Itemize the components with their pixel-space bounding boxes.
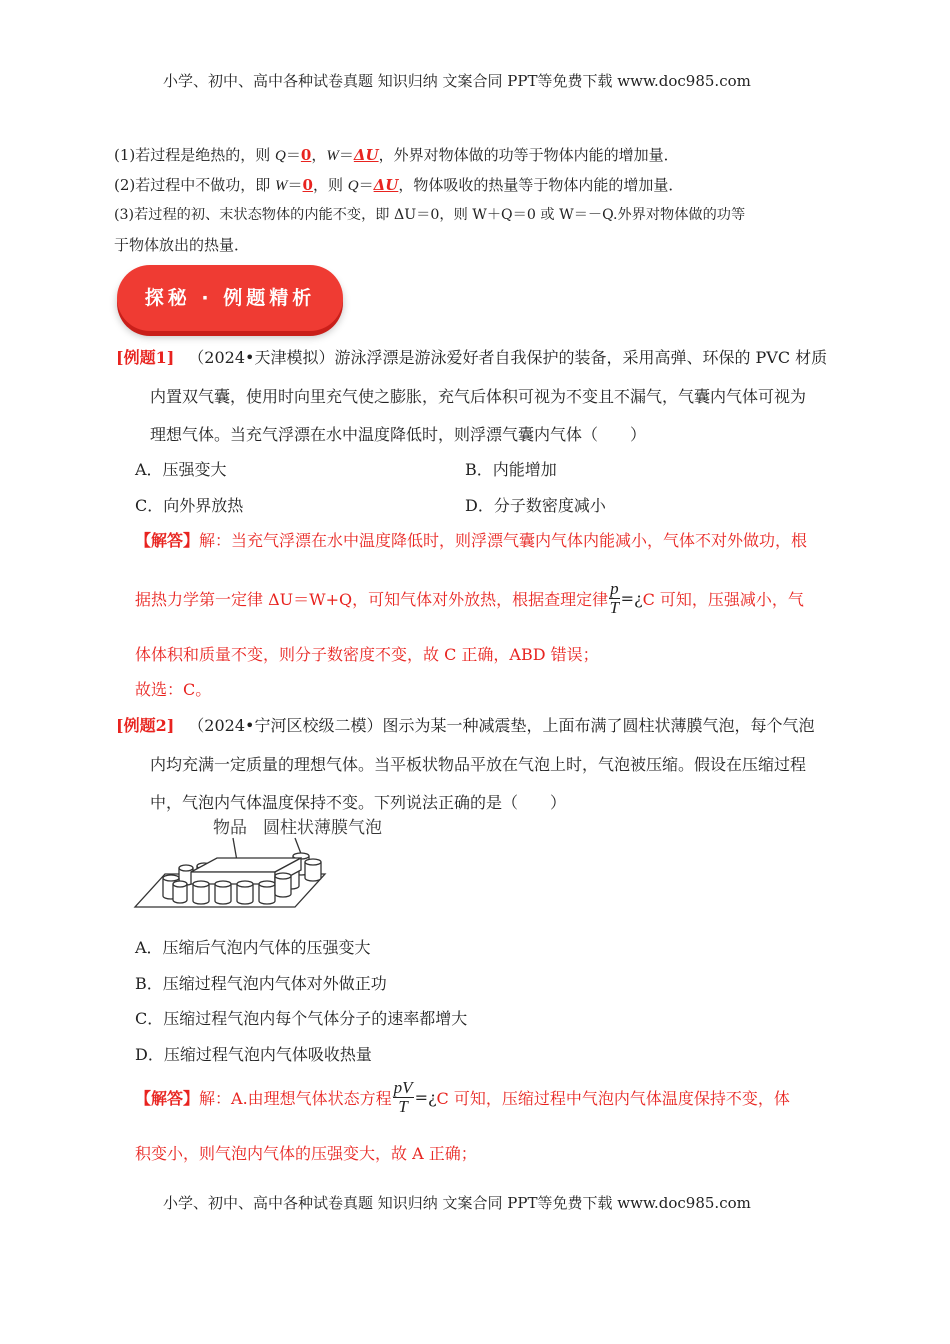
figure-label-bubbles: 圆柱状薄膜气泡 [263,818,382,838]
answer-1-line1: 【解答】解：当充气浮漂在水中温度降低时，则浮漂气囊内气体内能减小，气体不对外做功，根 [135,531,808,550]
option-d: D．压缩过程气泡内气体吸收热量 [135,1045,372,1064]
answer-2-line2: 积变小，则气泡内气体的压强变大，故 A 正确； [135,1144,477,1163]
blank-answer: ΔU [373,176,399,194]
fraction-pv-over-t: $\frac{pV}{T}$ [393,1078,413,1116]
option-b: B．内能增加 [465,460,557,479]
example-2-line3: 中，气泡内气体温度保持不变。下列说法正确的是（ ） [150,793,567,812]
example-tag: [例题1] [116,348,175,367]
answer-2-line1: 【解答】解：A.由理想气体状态方程 $\frac{pV}{T}$ =¿C 可知，压缩过程中气泡内气体温度保持不变，体 [135,1078,790,1116]
example-2-line1: [例题2] （2024•宁河区校级二模）图示为某一种减震垫，上面布满了圆柱状薄膜气泡，每个气泡 [116,716,815,735]
answer-1-line4: 故选：C。 [135,680,212,699]
answer-tag: 【解答】 [135,531,200,550]
answer-1-line3: 体体积和质量不变，则分子数密度不变，故 C 正确，ABD 错误； [135,645,599,664]
note-3-line1: (3)若过程的初、末状态物体的内能不变，即 ΔU＝0，则 W＋Q＝0 或 W＝－Q.外界对物体做的功等 [114,207,746,223]
shock-pad-drawing [133,812,393,912]
answer-tag: 【解答】 [135,1089,200,1108]
example-1-line3: 理想气体。当充气浮漂在水中温度降低时，则浮漂气囊内气体（ ） [150,425,647,444]
note-2: (2)若过程中不做功，即 W＝0，则 Q＝ΔU，物体吸收的热量等于物体内能的增加量． [114,176,684,194]
option-c: C．向外界放热 [135,496,244,515]
example-1-line1: [例题1] （2024•天津模拟）游泳浮漂是游泳爱好者自我保护的装备，采用高弹、环保的 PVC 材质 [116,348,828,367]
page-header: 小学、初中、高中各种试卷真题 知识归纳 文案合同 PPT等免费下载 www.doc985.com [163,72,751,90]
option-b: B．压缩过程气泡内气体对外做正功 [135,974,387,993]
example-tag: [例题2] [116,716,175,735]
figure-label-object: 物品 [213,818,247,838]
option-c: C．压缩过程气泡内每个气体分子的速率都增大 [135,1009,468,1028]
note-3-line2: 于物体放出的热量． [114,236,250,254]
section-banner-label: 探秘 · 例题精析 [144,286,316,309]
example-2-line2: 内均充满一定质量的理想气体。当平板状物品平放在气泡上时，气泡被压缩。假设在压缩过程 [150,755,807,774]
answer-1-line2: 据热力学第一定律 ΔU＝W+Q，可知气体对外放热，根据查理定律 $\frac{p}{T}$ =¿C 可知，压强减小，气 [135,579,804,617]
option-a: A．压缩后气泡内气体的压强变大 [135,938,371,957]
example-1-line2: 内置双气囊，使用时向里充气使之膨胀，充气后体积可视为不变且不漏气，气囊内气体可视为 [150,387,807,406]
shock-pad-figure [133,812,393,912]
option-d: D．分子数密度减小 [465,496,606,515]
blank-answer: ΔU [353,146,379,164]
fraction-p-over-t: $\frac{p}{T}$ [609,579,620,617]
note-1: (1)若过程是绝热的，则 Q＝0，W＝ΔU，外界对物体做的功等于物体内能的增加量． [114,146,679,164]
blank-answer: 0 [300,146,312,164]
section-banner [117,265,343,331]
option-a: A．压强变大 [135,460,227,479]
page-footer: 小学、初中、高中各种试卷真题 知识归纳 文案合同 PPT等免费下载 www.doc985.com [163,1194,751,1212]
blank-answer: 0 [302,176,313,194]
